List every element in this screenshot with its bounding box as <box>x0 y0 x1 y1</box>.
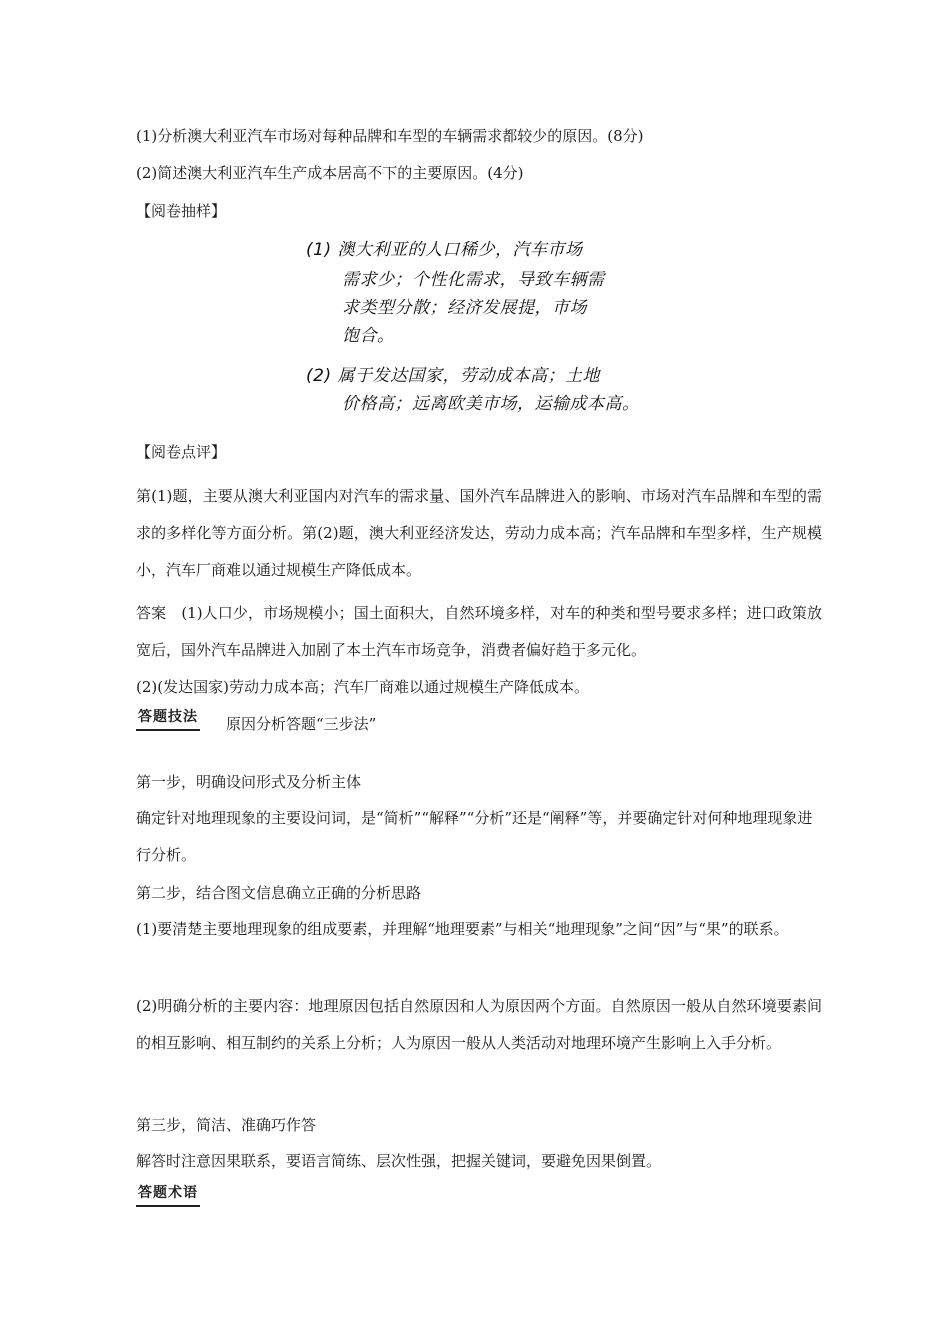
sample-heading: 【阅卷抽样】 <box>136 202 227 220</box>
step-1-body: 确定针对地理现象的主要设问词，是“简析”“解释”“分析”还是“阐释”等，并要确定针对何种地理现象进行分析。 <box>136 809 813 864</box>
handwriting-line: 求类型分散；经济发展提，市场 <box>342 298 587 318</box>
handwriting-line: 饱合。 <box>342 326 395 346</box>
review-body: 第(1)题，主要从澳大利亚国内对汽车的需求量、国外汽车品牌进入的影响、市场对汽车品牌和车型的需求的多样化等方面分析。第(2)题，澳大利亚经济发达，劳动力成本高；汽车品牌和车型多样，生产规模小，汽车厂商难以通过规模生产降低成本。 <box>136 487 822 579</box>
step-1-title: 第一步，明确设问形式及分析主体 <box>136 773 362 791</box>
answer-part-1: 答案 (1)人口少，市场规模小；国土面积大，自然环境多样，对车的种类和型号要求多样；进口政策放宽后，国外汽车品牌进入加剧了本土汽车市场竞争，消费者偏好趋于多元化。 <box>136 604 822 659</box>
handwritten-answer-sample <box>300 230 680 420</box>
review-heading: 【阅卷点评】 <box>136 443 227 461</box>
handwriting-line: (1) 澳大利亚的人口稀少，汽车市场 <box>306 240 583 260</box>
step-2-title: 第二步，结合图文信息确立正确的分析思路 <box>136 884 422 902</box>
answer-part-2: (2)(发达国家)劳动力成本高；汽车厂商难以通过规模生产降低成本。 <box>136 678 589 696</box>
step-2-point-2: (2)明确分析的主要内容：地理原因包括自然原因和人为原因两个方面。自然原因一般从自然环境要素间的相互影响、相互制约的关系上分析；人为原因一般从人类活动对地理环境产生影响上入手分析。 <box>136 997 822 1052</box>
method-badge: 答题技法 <box>136 708 200 731</box>
step-3-body: 解答时注意因果联系，要语言简练、层次性强，把握关键词，要避免因果倒置。 <box>136 1152 662 1170</box>
method-title: 原因分析答题“三步法” <box>226 715 377 733</box>
step-3-title: 第三步，简洁、准确巧作答 <box>136 1116 317 1134</box>
question-1: (1)分析澳大利亚汽车市场对每种品牌和车型的车辆需求都较少的原因。(8分) <box>136 127 644 145</box>
step-2-point-1: (1)要清楚主要地理现象的组成要素，并理解“地理要素”与相关“地理现象”之间“因”与“果”的联系。 <box>136 920 789 938</box>
question-2: (2)简述澳大利亚汽车生产成本居高不下的主要原因。(4分) <box>136 164 524 182</box>
handwriting-line: 价格高；远离欧美市场，运输成本高。 <box>342 394 640 414</box>
terms-badge: 答题术语 <box>136 1184 200 1207</box>
handwriting-line: (2) 属于发达国家，劳动成本高；土地 <box>306 366 600 386</box>
handwriting-line: 需求少；个性化需求，导致车辆需 <box>342 270 605 290</box>
